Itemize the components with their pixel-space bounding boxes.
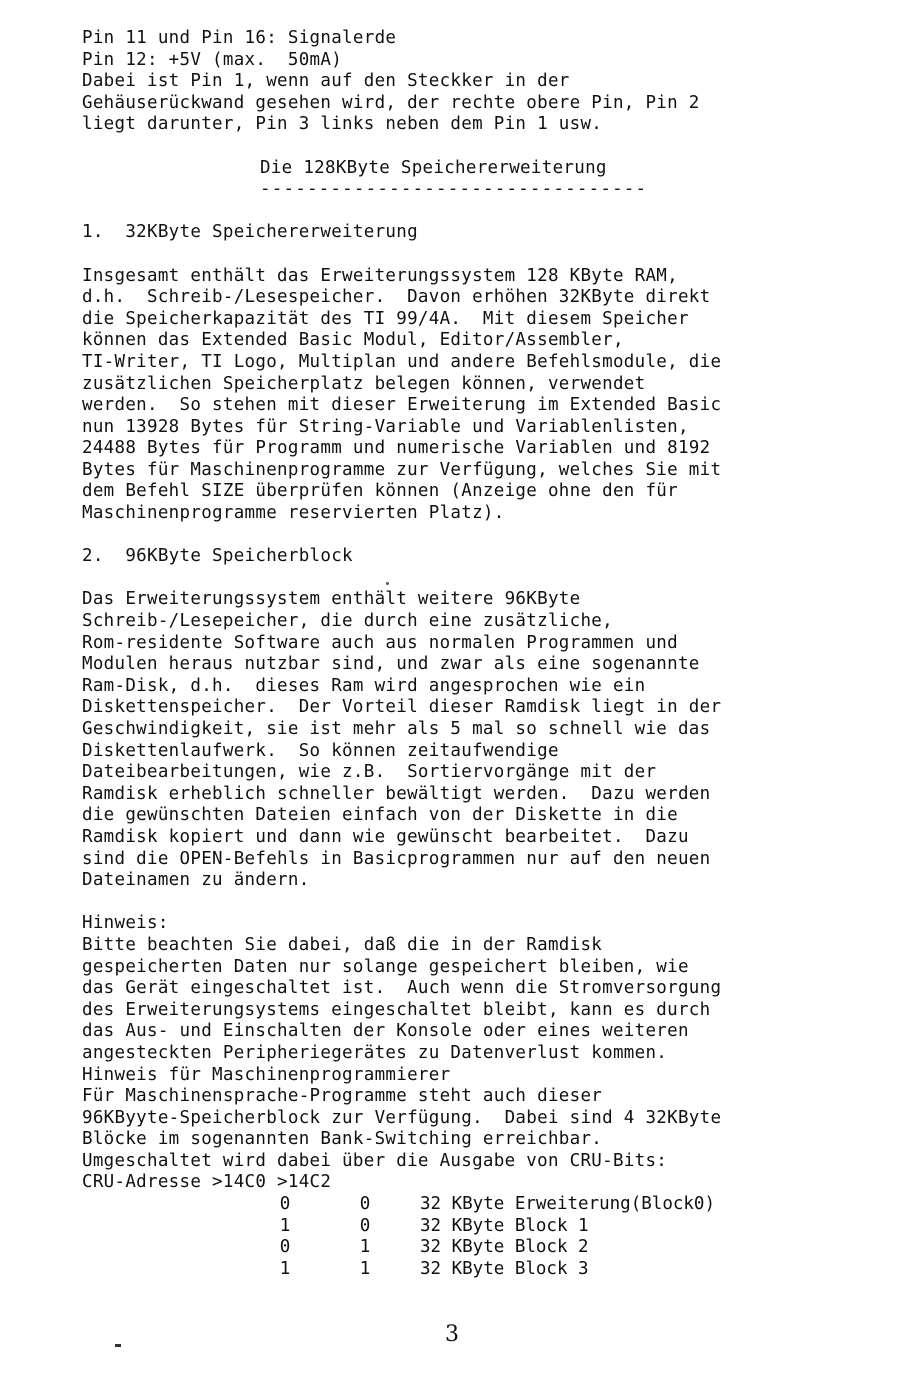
cru-bit-14c2: 1 bbox=[359, 1258, 371, 1279]
text-line: Maschinenprogramme reservierten Platz). bbox=[82, 503, 505, 524]
section-title: 2. 96KByte Speicherblock bbox=[82, 546, 353, 567]
text-line: Modulen heraus nutzbar sind, und zwar als eine sogenannte bbox=[82, 654, 700, 675]
block-description: 32 KByte Erweiterung(Block0) bbox=[420, 1194, 716, 1215]
text-line: Hinweis: bbox=[82, 913, 169, 934]
hinweis-block bbox=[82, 913, 862, 1194]
scan-speck bbox=[386, 582, 389, 585]
cru-bit-14c2: 0 bbox=[359, 1215, 371, 1236]
text-line: Ramdisk erheblich schneller bewältigt werden. Dazu werden bbox=[82, 783, 711, 804]
text-line: sind die OPEN-Befehls in Basicprogrammen nur auf den neuen bbox=[82, 848, 711, 869]
text-line: werden. So stehen mit dieser Erweiterung im Extended Basic bbox=[82, 395, 722, 416]
text-line: Bytes für Maschinenprogramme zur Verfügung, welches Sie mit bbox=[82, 459, 722, 480]
text-line: Diskettenspeicher. Der Vorteil dieser Ramdisk liegt in der bbox=[82, 697, 722, 718]
text-line: Dabei ist Pin 1, wenn auf den Steckker in der bbox=[82, 71, 570, 92]
cru-bit-14c0: 1 bbox=[279, 1258, 291, 1279]
text-line: nun 13928 Bytes für String-Variable und Variablenlisten, bbox=[82, 416, 689, 437]
text-line: Rom-residente Software auch aus normalen Programmen und bbox=[82, 632, 678, 653]
section-1 bbox=[82, 222, 862, 524]
text-line: Pin 11 und Pin 16: Signalerde bbox=[82, 28, 397, 48]
text-line: Dateibearbeitungen, wie z.B. Sortiervorgänge mit der bbox=[82, 762, 657, 783]
document-page bbox=[82, 28, 862, 1280]
page-number: 3 bbox=[445, 1322, 459, 1347]
cru-bit-table bbox=[82, 1194, 862, 1280]
block-description: 32 KByte Block 1 bbox=[420, 1215, 589, 1236]
text-line: Für Maschinensprache-Programme steht auch dieser bbox=[82, 1086, 603, 1107]
text-line: Dateinamen zu ändern. bbox=[82, 870, 310, 891]
text-line: Hinweis für Maschinenprogrammierer bbox=[82, 1064, 451, 1085]
text-line: Das Erweiterungssystem enthält weitere 96KByte bbox=[82, 589, 581, 610]
text-line: können das Extended Basic Modul, Editor/Assembler, bbox=[82, 330, 624, 351]
text-line: Gehäuserückwand gesehen wird, der rechte obere Pin, Pin 2 bbox=[82, 92, 700, 113]
text-line: gespeicherten Daten nur solange gespeichert bleiben, wie bbox=[82, 956, 689, 977]
cru-bit-14c0: 0 bbox=[279, 1194, 291, 1215]
text-line: Geschwindigkeit, sie ist mehr als 5 mal so schnell wie das bbox=[82, 719, 711, 739]
text-line: angesteckten Peripheriegerätes zu Datenverlust kommen. bbox=[82, 1042, 668, 1063]
cru-bit-14c2: 0 bbox=[359, 1194, 371, 1215]
section-2 bbox=[82, 546, 862, 892]
text-line: CRU-Adresse >14C0 >14C2 bbox=[82, 1172, 332, 1193]
text-line: Umgeschaltet wird dabei über die Ausgabe von CRU-Bits: bbox=[82, 1150, 668, 1171]
text-line: die Speicherkapazität des TI 99/4A. Mit diesem Speicher bbox=[82, 308, 689, 329]
text-line: 24488 Bytes für Programm und numerische Variablen und 8192 bbox=[82, 438, 711, 459]
text-line: Insgesamt enthält das Erweiterungssystem 128 KByte RAM, bbox=[82, 265, 678, 286]
text-line: Pin 12: +5V (max. 50mA) bbox=[82, 49, 343, 70]
block-description: 32 KByte Block 2 bbox=[420, 1237, 589, 1258]
text-line: das Gerät eingeschaltet ist. Auch wenn die Stromversorgung bbox=[82, 978, 722, 999]
table-row bbox=[82, 1194, 862, 1216]
text-line: d.h. Schreib-/Lesespeicher. Davon erhöhen 32KByte direkt bbox=[82, 287, 711, 308]
text-line: das Aus- und Einschalten der Konsole oder eines weiteren bbox=[82, 1021, 689, 1042]
text-line: TI-Writer, TI Logo, Multiplan und andere Befehlsmodule, die bbox=[82, 351, 722, 372]
block-description: 32 KByte Block 3 bbox=[420, 1258, 589, 1279]
text-line: 96KByyte-Speicherblock zur Verfügung. Dabei sind 4 32KByte bbox=[82, 1107, 722, 1128]
table-row bbox=[82, 1216, 862, 1238]
cru-bit-14c2: 1 bbox=[359, 1237, 371, 1258]
text-line: des Erweiterungsystems eingeschaltet bleibt, kann es durch bbox=[82, 999, 711, 1020]
text-line: Blöcke im sogenannten Bank-Switching erreichbar. bbox=[82, 1129, 603, 1150]
cru-bit-14c0: 0 bbox=[279, 1237, 291, 1258]
text-line: zusätzlichen Speicherplatz belegen können, verwendet bbox=[82, 373, 646, 394]
text-line: Schreib-/Lesepeicher, die durch eine zusätzliche, bbox=[82, 611, 613, 632]
heading-underline: --------------------------------- bbox=[260, 179, 648, 200]
text-line: die gewünschten Dateien einfach von der Diskette in die bbox=[82, 805, 678, 826]
table-row bbox=[82, 1259, 862, 1281]
text-line: Bitte beachten Sie dabei, daß die in der Ramdisk bbox=[82, 934, 603, 955]
section-title: 1. 32KByte Speichererweiterung bbox=[82, 222, 418, 243]
intro-block bbox=[82, 28, 862, 136]
text-line: Ram-Disk, d.h. dieses Ram wird angesprochen wie ein bbox=[82, 675, 646, 696]
text-line: Ramdisk kopiert und dann wie gewünscht bearbeitet. Dazu bbox=[82, 826, 689, 847]
main-heading: Die 128KByte Speichererweiterung bbox=[260, 157, 607, 178]
cru-bit-14c0: 1 bbox=[279, 1215, 291, 1236]
text-line: liegt darunter, Pin 3 links neben dem Pin 1 usw. bbox=[82, 114, 603, 135]
scan-mark bbox=[115, 1344, 121, 1347]
table-row bbox=[82, 1237, 862, 1259]
text-line: Diskettenlaufwerk. So können zeitaufwendige bbox=[82, 740, 559, 761]
text-line: dem Befehl SIZE überprüfen können (Anzeige ohne den für bbox=[82, 481, 678, 502]
